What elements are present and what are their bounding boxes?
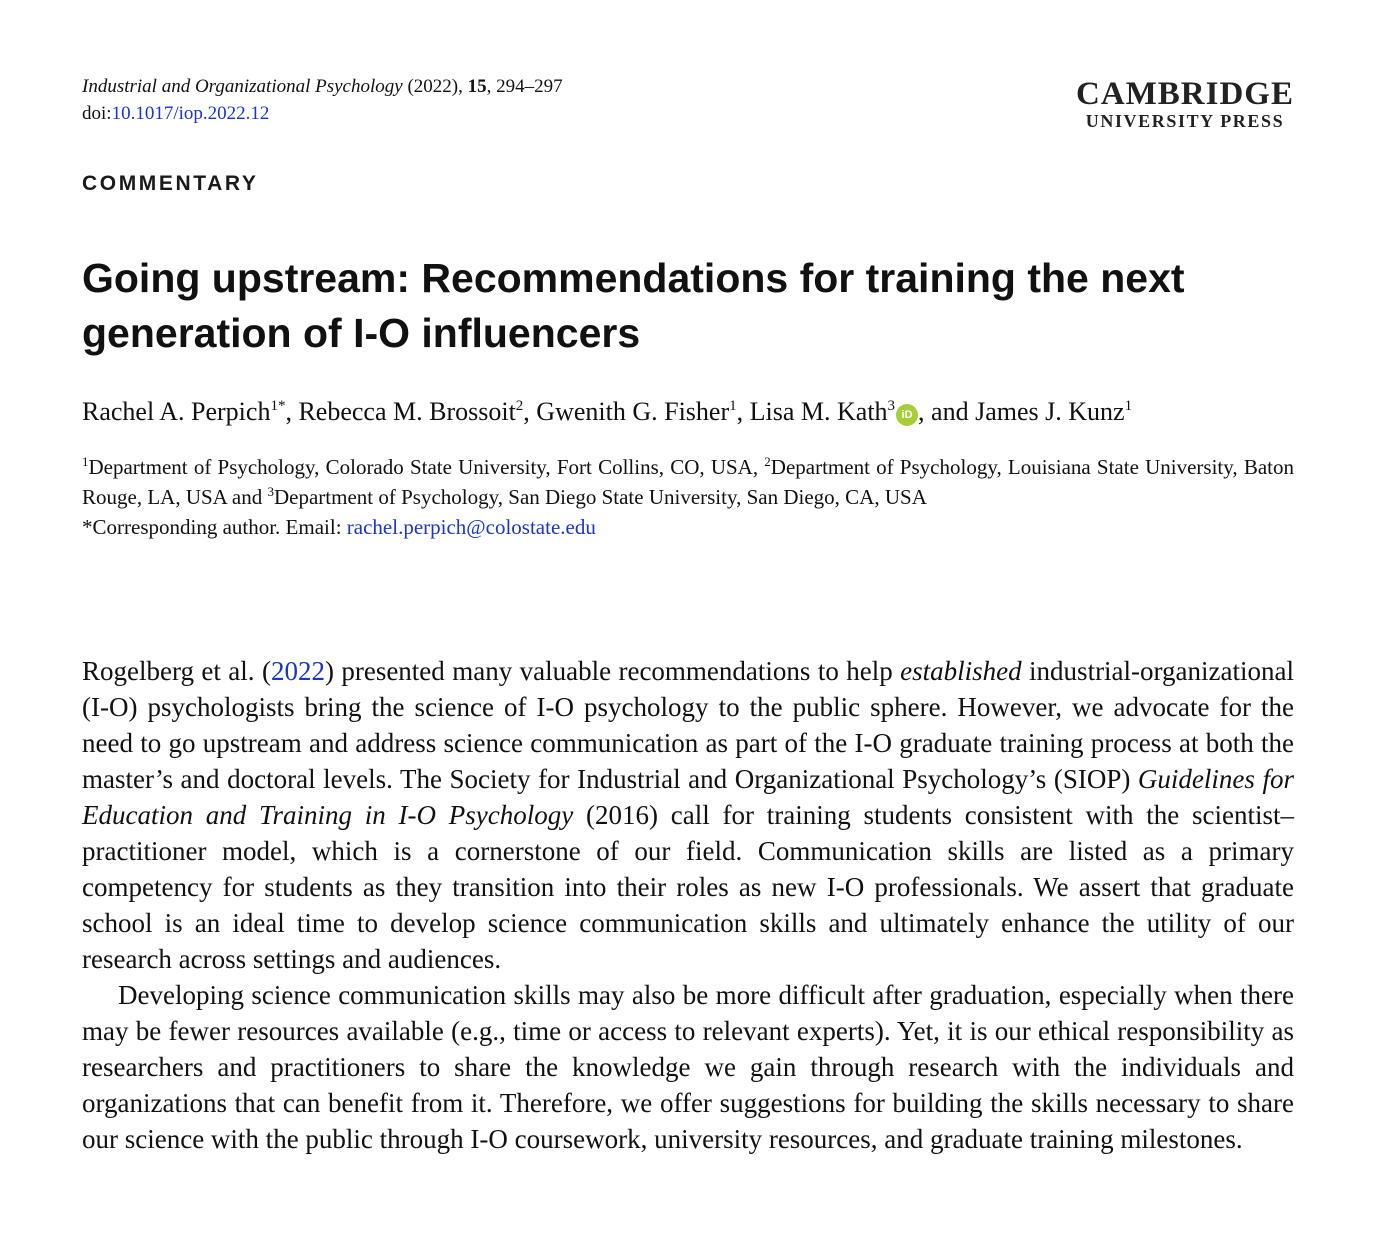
journal-name: Industrial and Organizational Psychology [82, 76, 403, 97]
author-name: Rachel A. Perpich [82, 397, 271, 426]
doi-prefix: doi: [82, 103, 112, 124]
doi-link[interactable]: 10.1017/iop.2022.12 [111, 103, 270, 124]
section-label: COMMENTARY [82, 172, 259, 195]
author-affiliation-mark: 1 [729, 398, 737, 414]
corresponding-email-link[interactable]: rachel.perpich@colostate.edu [346, 515, 596, 539]
author-affiliation-mark: 2 [515, 398, 524, 414]
journal-volume: 15 [467, 76, 487, 97]
article-title: Going upstream: Recommendations for training the next generation of I-O influencers [82, 255, 1185, 356]
author-affiliation-mark: 3 [887, 398, 896, 414]
author-name: Gwenith G. Fisher [536, 397, 730, 426]
paragraph: Developing science communication skills may also be more difficult after graduation, especially when there may be fewer resources available (e.g., time or access to relevant experts). Yet, it is our ethical responsibility as researchers and practitioners to share the knowledge we gain through research with the individuals and organizations that can benefit from it. Therefore, we offer suggestions for building the skills necessary to share our science with the public through I-O coursework, university resources, and graduate training milestones. [82, 980, 1294, 1154]
author-affiliation-mark: 1 [1124, 398, 1133, 414]
publisher-subname: UNIVERSITY PRESS [1085, 111, 1285, 131]
journal-pages: , 294–297 [486, 76, 563, 97]
publisher-name: CAMBRIDGE [1075, 76, 1294, 112]
author-name: Rebecca M. Brossoit [298, 397, 516, 426]
journal-year: (2022), [407, 76, 463, 97]
article-header [82, 73, 1294, 143]
citation-link[interactable]: 2022 [270, 656, 325, 686]
article-body [82, 653, 1294, 1157]
affiliation-2: Department of Psychology, Louisiana State University, Baton Rouge, LA, USA and [82, 455, 1294, 509]
author-name: James J. Kunz [975, 397, 1125, 426]
author-name: Lisa M. Kath [749, 397, 888, 426]
affiliation-1: Department of Psychology, Colorado State University, Fort Collins, CO, USA, [88, 455, 765, 479]
author-affiliation-mark: 1* [270, 398, 286, 414]
author-list: Rachel A. Perpich$^{1*}$, Rebecca M. Brossoit$^2$, Gwenith G. Fisher$^1$, Lisa M. Kath$^3$iD , and James J. Kunz$^1$ [82, 397, 1133, 426]
affiliation-3: Department of Psychology, San Diego State University, San Diego, CA, USA [274, 485, 927, 509]
publisher-logo [1076, 77, 1294, 131]
paragraph: Rogelberg et al. (2022) presented many valuable recommendations to help established industrial-organizational (I-O) psychologists bring the science of I-O psychology to the public sphere. However, we advocate for the need to go upstream and address science communication as part of the I-O graduate training process at both the master’s and doctoral levels. The Society for Industrial and Organizational Psychology’s (SIOP) Guidelines for Education and Training in I-O Psychology (2016) call for training students consistent with the scientist–practitioner model, which is a cornerstone of our field. Communication skills are listed as a primary competency for students as they transition into their roles as new I-O professionals. We assert that graduate school is an ideal time to develop science communication skills and ultimately enhance the utility of our research across settings and audiences. [82, 656, 1294, 974]
affiliations: $^1$Department of Psychology, Colorado State University, Fort Collins, CO, USA, $^2$Department of Psychology, Louisiana State University, Baton Rouge, LA, USA and $^3$Department of Psychology, San Diego State University, San Diego, CA, USA *Corresponding author. Email: rachel.perpich@colostate.edu [82, 454, 1294, 539]
orcid-icon[interactable]: iD [896, 404, 918, 426]
corresponding-author-label: *Corresponding author. Email: [82, 515, 347, 539]
